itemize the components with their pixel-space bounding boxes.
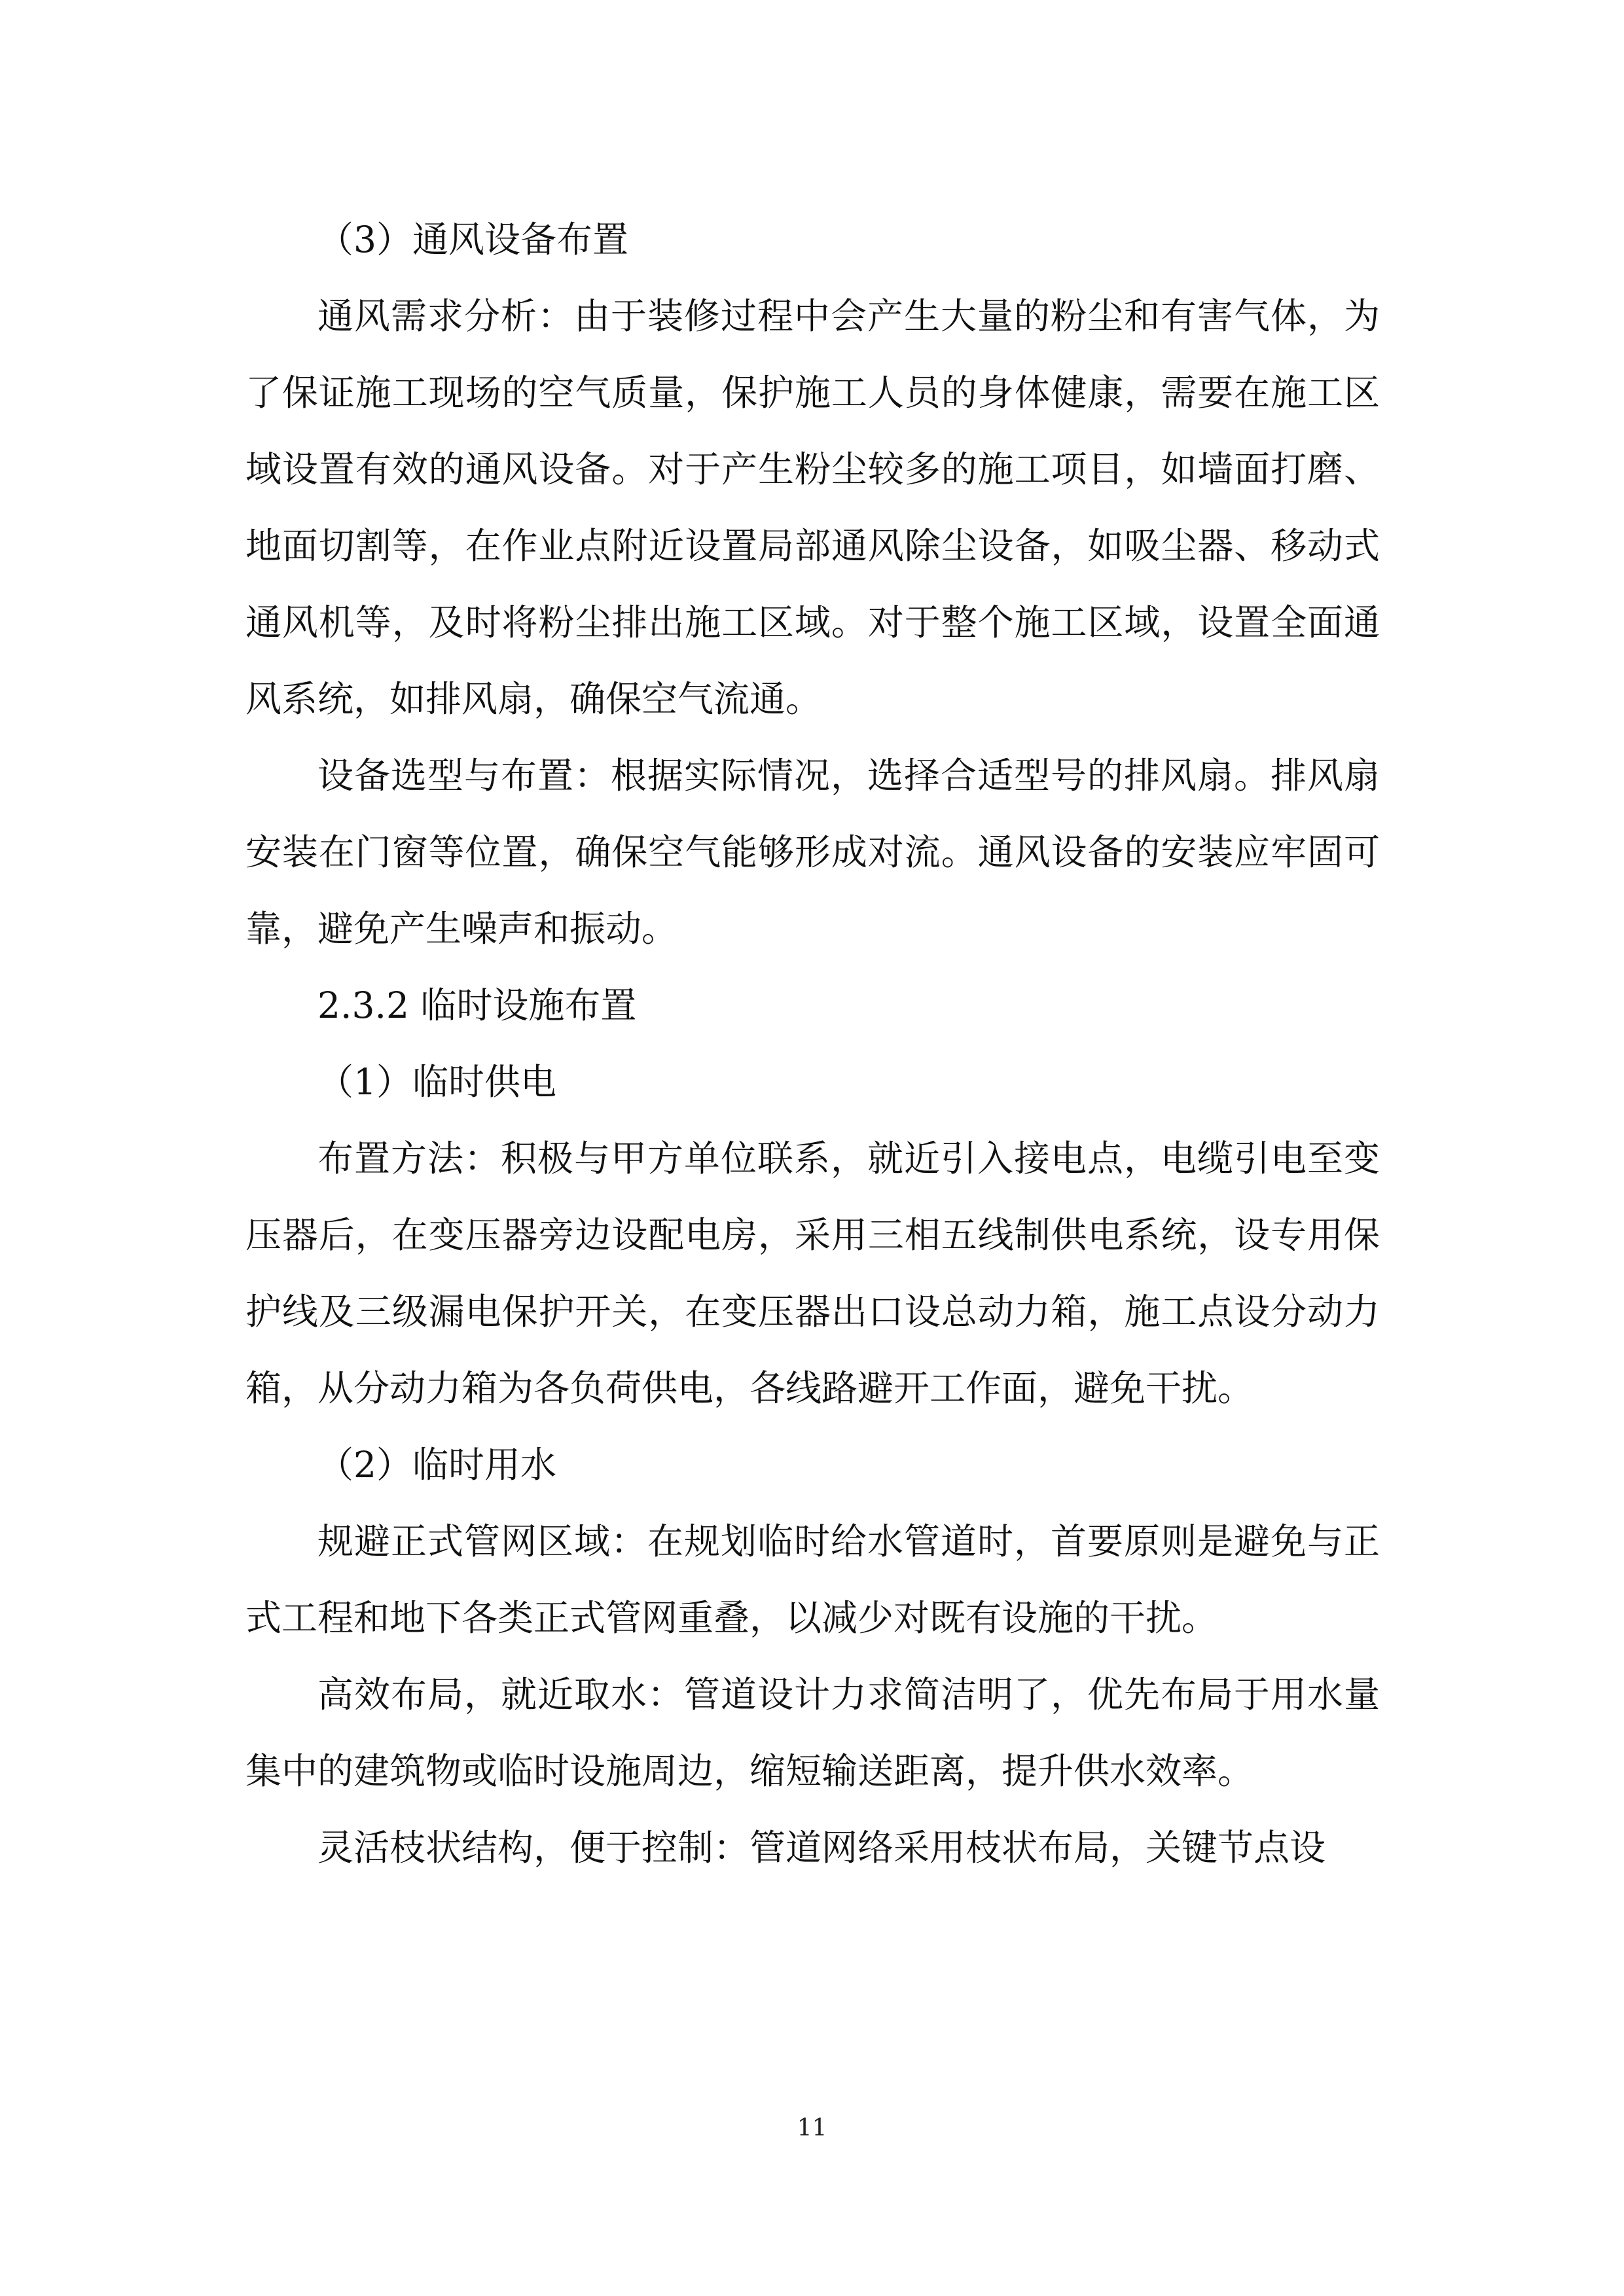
paragraph-power-layout-method: 布置方法：积极与甲方单位联系，就近引入接电点，电缆引电至变压器后，在变压器旁边设配电房，采用三相五线制供电系统，设专用保护线及三级漏电保护开关，在变压器出口设总动力箱，施工点设分动力箱，从分动力箱为各负荷供电，各线路避开工作面，避免干扰。	[245, 1138, 1380, 1409]
section-heading-temporary-facilities: 2.3.2 临时设施布置	[317, 984, 637, 1026]
paragraph-efficient-layout: 高效布局，就近取水：管道设计力求简洁明了，优先布局于用水量集中的建筑物或临时设施周边，缩短输送距离，提升供水效率。	[245, 1674, 1380, 1792]
document-body	[245, 202, 1380, 1886]
page-number: 11	[797, 2115, 827, 2142]
subheading-temporary-water: （2）临时用水	[317, 1444, 556, 1486]
subheading-temporary-power: （1）临时供电	[317, 1061, 556, 1103]
paragraph-ventilation-analysis: 通风需求分析：由于装修过程中会产生大量的粉尘和有害气体，为了保证施工现场的空气质量，保护施工人员的身体健康，需要在施工区域设置有效的通风设备。对于产生粉尘较多的施工项目，如墙面打磨、地面切割等，在作业点附近设置局部通风除尘设备，如吸尘器、移动式通风机等，及时将粉尘排出施工区域。对于整个施工区域，设置全面通风系统，如排风扇，确保空气流通。	[245, 295, 1380, 720]
paragraph-equipment-selection: 设备选型与布置：根据实际情况，选择合适型号的排风扇。排风扇安装在门窗等位置，确保空气能够形成对流。通风设备的安装应牢固可靠，避免产生噪声和振动。	[245, 755, 1380, 950]
paragraph-branch-structure: 灵活枝状结构，便于控制：管道网络采用枝状布局，关键节点设	[317, 1827, 1326, 1869]
subheading-ventilation: （3）通风设备布置	[317, 219, 628, 260]
paragraph-avoid-pipe-network: 规避正式管网区域：在规划临时给水管道时，首要原则是避免与正式工程和地下各类正式管网重叠，以减少对既有设施的干扰。	[245, 1520, 1380, 1639]
